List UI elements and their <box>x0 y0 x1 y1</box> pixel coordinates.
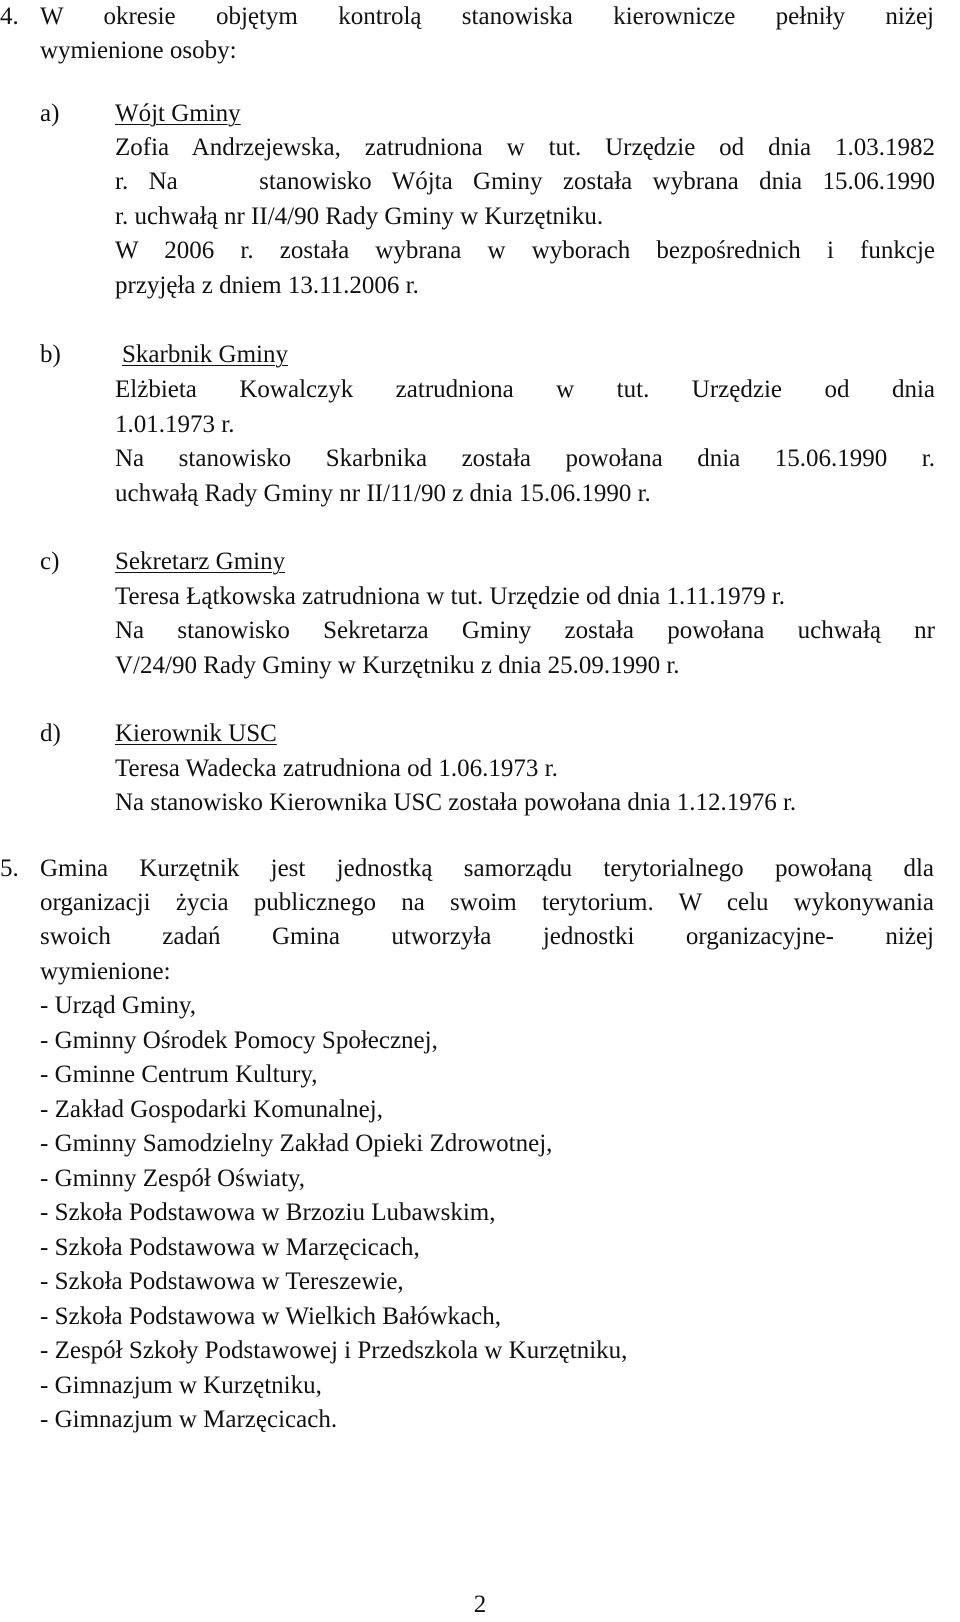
item-a-line-2 <box>0 165 960 199</box>
item-d-line-1 <box>0 752 960 786</box>
item-b-line-4 <box>0 477 960 511</box>
section5-line-2 <box>0 886 960 920</box>
item-a-line-5 <box>0 269 960 303</box>
list-item-text: - Zakład Gospodarki Komunalnej, <box>40 1096 383 1123</box>
item-a-text-2: r. Na stanowisko Wójta Gminy została wybrana dnia 15.06.1990 <box>115 168 935 195</box>
list-item <box>0 1127 960 1161</box>
list-item-text: - Gimnazjum w Kurzętniku, <box>40 1372 322 1399</box>
item-d-heading: Kierownik USC <box>115 720 277 747</box>
item-a-line-1 <box>0 131 960 165</box>
list-item <box>0 1403 960 1437</box>
item-c-line-1 <box>0 580 960 614</box>
item-d-heading-line <box>0 717 960 751</box>
list-item <box>0 989 960 1023</box>
section4-line-1 <box>0 0 960 34</box>
item-a-line-3 <box>0 200 960 234</box>
item-b-line-3 <box>0 442 960 476</box>
list-item <box>0 1162 960 1196</box>
item-d-marker: d) <box>40 720 61 747</box>
list-item-text: - Szkoła Podstawowa w Marzęcicach, <box>40 1234 420 1261</box>
item-a-heading-line <box>0 97 960 131</box>
item-b-text-4: uchwałą Rady Gminy nr II/11/90 z dnia 15.06.1990 r. <box>115 480 651 507</box>
list-item-text: - Gimnazjum w Marzęcicach. <box>40 1406 338 1433</box>
list-item <box>0 1231 960 1265</box>
section5-number: 5. <box>0 855 19 882</box>
item-b-text-2: 1.01.1973 r. <box>115 411 235 438</box>
item-b-text-3: Na stanowisko Skarbnika została powołana dnia 15.06.1990 r. <box>115 445 935 472</box>
list-item <box>0 1196 960 1230</box>
section5-text-3: swoich zadań Gmina utworzyła jednostki organizacyjne- niżej <box>40 923 934 950</box>
list-item <box>0 1334 960 1368</box>
section5-line-4 <box>0 955 960 989</box>
section4-intro-line2: wymienione osoby: <box>40 37 237 64</box>
item-b-text-1: Elżbieta Kowalczyk zatrudniona w tut. Urzędzie od dnia <box>115 376 935 403</box>
item-d-text-1: Teresa Wadecka zatrudniona od 1.06.1973 r. <box>115 755 558 782</box>
list-item-text: - Gminne Centrum Kultury, <box>40 1061 318 1088</box>
section5-line-1 <box>0 852 960 886</box>
section5-line-3 <box>0 920 960 954</box>
item-b-line-1 <box>0 373 960 407</box>
item-a-text-1: Zofia Andrzejewska, zatrudniona w tut. Urzędzie od dnia 1.03.1982 <box>115 134 935 161</box>
list-item-text: - Gminny Samodzielny Zakład Opieki Zdrowotnej, <box>40 1130 553 1157</box>
list-item <box>0 1058 960 1092</box>
item-c-marker: c) <box>40 548 60 575</box>
item-a-line-4 <box>0 234 960 268</box>
section4-line-2 <box>0 34 960 68</box>
list-item <box>0 1093 960 1127</box>
list-item-text: - Gminny Zespół Oświaty, <box>40 1165 306 1192</box>
item-a-text-4: W 2006 r. została wybrana w wyborach bezpośrednich i funkcje <box>115 237 935 264</box>
list-item <box>0 1369 960 1403</box>
item-b-line-2 <box>0 408 960 442</box>
list-item-text: - Urząd Gminy, <box>40 992 196 1019</box>
list-item-text: - Szkoła Podstawowa w Brzoziu Lubawskim, <box>40 1199 496 1226</box>
list-item-text: - Szkoła Podstawowa w Wielkich Bałówkach, <box>40 1303 501 1330</box>
item-a-heading: Wójt Gminy <box>115 100 241 127</box>
list-item-text: - Szkoła Podstawowa w Tereszewie, <box>40 1268 404 1295</box>
item-c-heading-line <box>0 545 960 579</box>
page-number: 2 <box>473 1591 487 1618</box>
section5-text-1: Gmina Kurzętnik jest jednostką samorządu terytorialnego powołaną dla <box>40 855 934 882</box>
section5-text-4: wymienione: <box>40 958 171 985</box>
list-item <box>0 1265 960 1299</box>
section5-text-2: organizacji życia publicznego na swoim terytorium. W celu wykonywania <box>40 889 934 916</box>
item-b-marker: b) <box>40 341 61 368</box>
item-c-line-3 <box>0 649 960 683</box>
list-item <box>0 1024 960 1058</box>
item-c-text-1: Teresa Łątkowska zatrudniona w tut. Urzędzie od dnia 1.11.1979 r. <box>115 583 786 610</box>
item-b-heading-line <box>0 338 960 372</box>
item-b-heading: Skarbnik Gminy <box>122 341 288 368</box>
list-item-text: - Gminny Ośrodek Pomocy Społecznej, <box>40 1027 438 1054</box>
item-c-text-3: V/24/90 Rady Gminy w Kurzętniku z dnia 25.09.1990 r. <box>115 652 680 679</box>
item-c-text-2: Na stanowisko Sekretarza Gminy została powołana uchwałą nr <box>115 617 935 644</box>
item-d-line-2 <box>0 786 960 820</box>
item-c-heading: Sekretarz Gminy <box>115 548 286 575</box>
item-a-marker: a) <box>40 100 60 127</box>
item-c-line-2 <box>0 614 960 648</box>
item-d-text-2: Na stanowisko Kierownika USC została powołana dnia 1.12.1976 r. <box>115 789 797 816</box>
section4-number: 4. <box>0 3 19 30</box>
item-a-text-3: r. uchwałą nr II/4/90 Rady Gminy w Kurzętniku. <box>115 203 604 230</box>
list-item-text: - Zespół Szkoły Podstawowej i Przedszkola w Kurzętniku, <box>40 1337 628 1364</box>
section4-intro-line1: W okresie objętym kontrolą stanowiska kierownicze pełniły niżej <box>40 3 934 30</box>
item-a-text-5: przyjęła z dniem 13.11.2006 r. <box>115 272 419 299</box>
list-item <box>0 1300 960 1334</box>
